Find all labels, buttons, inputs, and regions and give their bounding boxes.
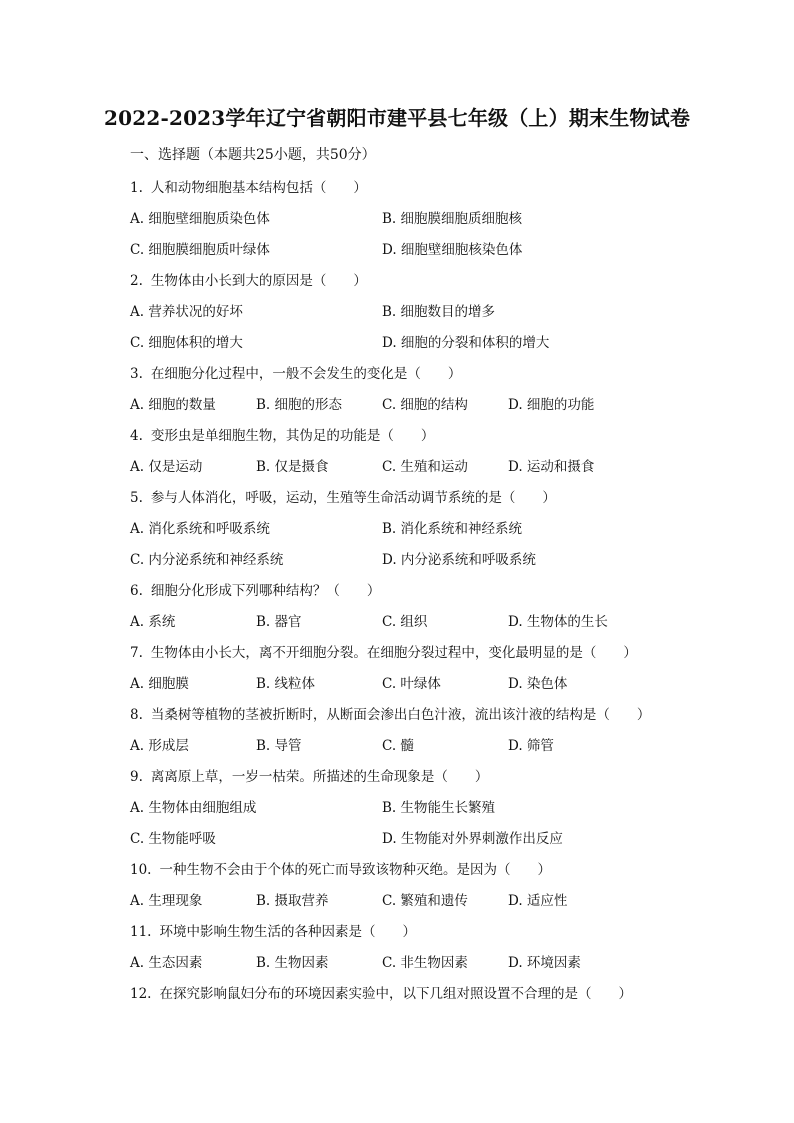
question-list [130,173,690,1010]
answer-option: C. 细胞体积的增大 [130,335,243,351]
question-number: 12. [130,986,152,1002]
answer-option: A. 生理现象 [130,893,203,909]
question-number: 10. [130,862,152,878]
answer-option: B. 生物因素 [256,955,329,971]
question-stem [130,266,690,297]
answer-option: B. 细胞数目的增多 [382,304,496,320]
answer-option: B. 细胞膜细胞质细胞核 [382,211,523,227]
answer-option: D. 细胞的分裂和体积的增大 [382,335,550,351]
option-row [130,390,690,421]
answer-option: C. 细胞的结构 [382,397,468,413]
answer-option: D. 适应性 [508,893,568,909]
question-text: 生物体由小长大，离不开细胞分裂。在细胞分裂过程中，变化最明显的是（ ） [150,645,637,661]
question-number: 11. [130,924,152,940]
answer-option: D. 运动和摄食 [508,459,595,475]
answer-option: D. 内分泌系统和呼吸系统 [382,552,536,568]
answer-option: A. 消化系统和呼吸系统 [130,521,270,537]
answer-option: A. 形成层 [130,738,189,754]
option-row [130,824,690,855]
answer-option: A. 系统 [130,614,176,630]
option-row [130,731,690,762]
question-stem [130,917,690,948]
question-number: 9. [130,769,143,785]
answer-option: B. 导管 [256,738,302,754]
answer-option: B. 仅是摄食 [256,459,329,475]
option-row [130,235,690,266]
answer-option: D. 染色体 [508,676,568,692]
answer-option: B. 摄取营养 [256,893,329,909]
answer-option: D. 生物能对外界刺激作出反应 [382,831,563,847]
answer-option: D. 筛管 [508,738,554,754]
question-text: 当桑树等植物的茎被折断时，从断面会渗出白色汁液，流出该汁液的结构是（ ） [150,707,651,723]
question-number: 5. [130,490,143,506]
option-row [130,886,690,917]
question-stem [130,638,690,669]
question-text: 生物体由小长到大的原因是（ ） [150,273,367,289]
answer-option: B. 线粒体 [256,676,316,692]
question-number: 2. [130,273,143,289]
question-number: 4. [130,428,143,444]
answer-option: A. 生态因素 [130,955,203,971]
answer-option: C. 非生物因素 [382,955,468,971]
answer-option: B. 消化系统和神经系统 [382,521,523,537]
question-stem [130,359,690,390]
option-row [130,948,690,979]
question-stem [130,700,690,731]
question-text: 一种生物不会由于个体的死亡而导致该物种灭绝。是因为（ ） [159,862,551,878]
answer-option: C. 生物能呼吸 [130,831,216,847]
option-row [130,514,690,545]
question-text: 细胞分化形成下列哪种结构？（ ） [150,583,381,599]
answer-option: C. 髓 [382,738,414,754]
question-stem [130,855,690,886]
answer-option: D. 细胞壁细胞核染色体 [382,242,523,258]
answer-option: A. 生物体由细胞组成 [130,800,257,816]
question-number: 6. [130,583,143,599]
question-stem [130,979,690,1010]
option-row [130,793,690,824]
question-stem [130,762,690,793]
question-text: 变形虫是单细胞生物，其伪足的功能是（ ） [150,428,435,444]
answer-option: A. 仅是运动 [130,459,203,475]
answer-option: A. 细胞膜 [130,676,189,692]
question-number: 1. [130,180,143,196]
answer-option: C. 繁殖和遗传 [382,893,468,909]
question-text: 离离原上草，一岁一枯荣。所描述的生命现象是（ ） [150,769,489,785]
question-stem [130,421,690,452]
question-stem [130,576,690,607]
question-text: 在探究影响鼠妇分布的环境因素实验中，以下几组对照设置不合理的是（ ） [159,986,632,1002]
answer-option: A. 细胞壁细胞质染色体 [130,211,270,227]
option-row [130,328,690,359]
answer-option: C. 细胞膜细胞质叶绿体 [130,242,270,258]
question-stem [130,173,690,204]
answer-option: D. 生物体的生长 [508,614,608,630]
answer-option: C. 内分泌系统和神经系统 [130,552,284,568]
question-number: 8. [130,707,143,723]
answer-option: A. 营养状况的好坏 [130,304,243,320]
answer-option: C. 组织 [382,614,428,630]
option-row [130,204,690,235]
question-text: 人和动物细胞基本结构包括（ ） [150,180,367,196]
question-number: 7. [130,645,143,661]
option-row [130,452,690,483]
option-row [130,297,690,328]
option-row [130,669,690,700]
section-heading: 一、选择题（本题共25小题，共50分） [130,147,376,163]
answer-option: B. 生物能生长繁殖 [382,800,496,816]
answer-option: B. 细胞的形态 [256,397,343,413]
question-text: 参与人体消化，呼吸，运动，生殖等生命活动调节系统的是（ ） [150,490,556,506]
answer-option: D. 环境因素 [508,955,581,971]
question-text: 环境中影响生物生活的各种因素是（ ） [159,924,416,940]
question-stem [130,483,690,514]
exam-title: 2022-2023学年辽宁省朝阳市建平县七年级（上）期末生物试卷 [103,106,691,130]
option-row [130,545,690,576]
question-number: 3. [130,366,143,382]
answer-option: D. 细胞的功能 [508,397,595,413]
answer-option: C. 叶绿体 [382,676,441,692]
answer-option: A. 细胞的数量 [130,397,216,413]
question-text: 在细胞分化过程中，一般不会发生的变化是（ ） [150,366,462,382]
option-row [130,607,690,638]
answer-option: C. 生殖和运动 [382,459,468,475]
answer-option: B. 器官 [256,614,302,630]
